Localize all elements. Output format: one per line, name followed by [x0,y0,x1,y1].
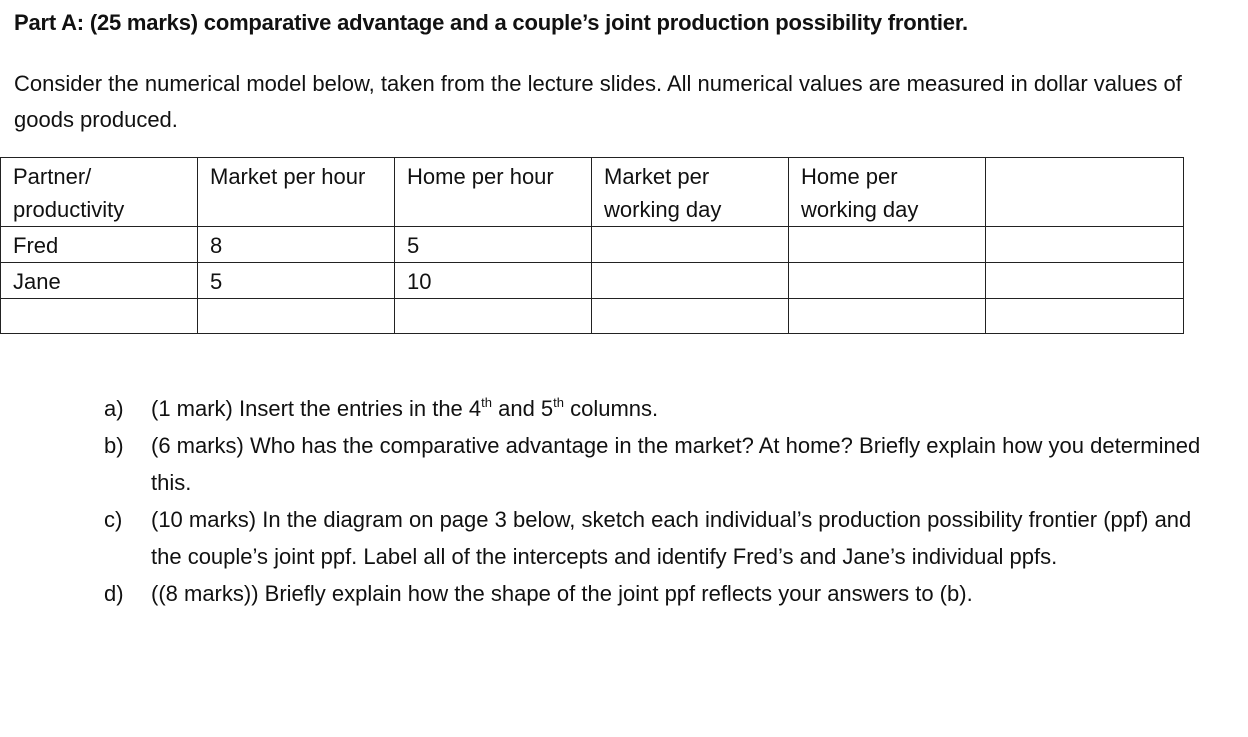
question-text-part: (1 mark) Insert the entries in the 4 [151,396,482,421]
cell-home-per-hour: 5 [395,227,592,263]
table-header-row [1,158,1184,227]
cell-home-per-working-day [789,227,986,263]
header-empty [986,158,1184,227]
question-text-part: columns. [564,396,659,421]
question-c [104,501,1204,575]
question-marker: a) [104,396,124,421]
cell-market-per-working-day [592,263,789,299]
header-partner-productivity: Partner/ productivity [1,158,198,227]
cell-extra [986,263,1184,299]
cell-extra [986,299,1184,334]
question-text-part: and 5 [491,396,554,421]
question-marker: c) [104,507,123,532]
question-marker: d) [104,581,124,606]
header-market-per-working-day: Market per working day [592,158,789,227]
question-text: (6 marks) Who has the comparative advantage in the market? At home? Briefly explain how you determined this. [151,433,1201,495]
table-row-fred [1,227,1184,263]
intro-paragraph: Consider the numerical model below, taken from the lecture slides. All numerical values are measured in dollar values of goods produced. [14,71,1182,132]
cell-home-per-working-day [789,299,986,334]
question-d [104,575,1204,612]
cell-extra [986,227,1184,263]
ordinal-suffix: th [553,395,564,410]
header-home-per-working-day: Home per working day [789,158,986,227]
cell-partner: Fred [1,227,198,263]
ordinal-suffix: th [481,395,492,410]
table-row-jane [1,263,1184,299]
cell-home-per-hour [395,299,592,334]
cell-home-per-working-day [789,263,986,299]
question-b [104,427,1204,501]
question-text: (10 marks) In the diagram on page 3 below, sketch each individual’s production possibility frontier (ppf) and the couple’s joint ppf. Label all of the intercepts and identify Fred’s and Jane’s individual ppfs. [151,507,1192,569]
question-list [104,390,1204,612]
header-market-per-hour: Market per hour [198,158,395,227]
table-row-empty [1,299,1184,334]
cell-market-per-working-day [592,299,789,334]
question-marker: b) [104,433,124,458]
cell-market-per-hour: 5 [198,263,395,299]
cell-partner: Jane [1,263,198,299]
cell-partner [1,299,198,334]
cell-market-per-working-day [592,227,789,263]
question-text [151,396,658,421]
productivity-table [0,157,1184,334]
header-home-per-hour: Home per hour [395,158,592,227]
cell-market-per-hour: 8 [198,227,395,263]
cell-home-per-hour: 10 [395,263,592,299]
section-heading: Part A: (25 marks) comparative advantage and a couple’s joint production possibility frontier. [14,10,968,35]
question-text: ((8 marks)) Briefly explain how the shape of the joint ppf reflects your answers to (b). [151,581,973,606]
cell-market-per-hour [198,299,395,334]
question-a [104,390,1204,427]
